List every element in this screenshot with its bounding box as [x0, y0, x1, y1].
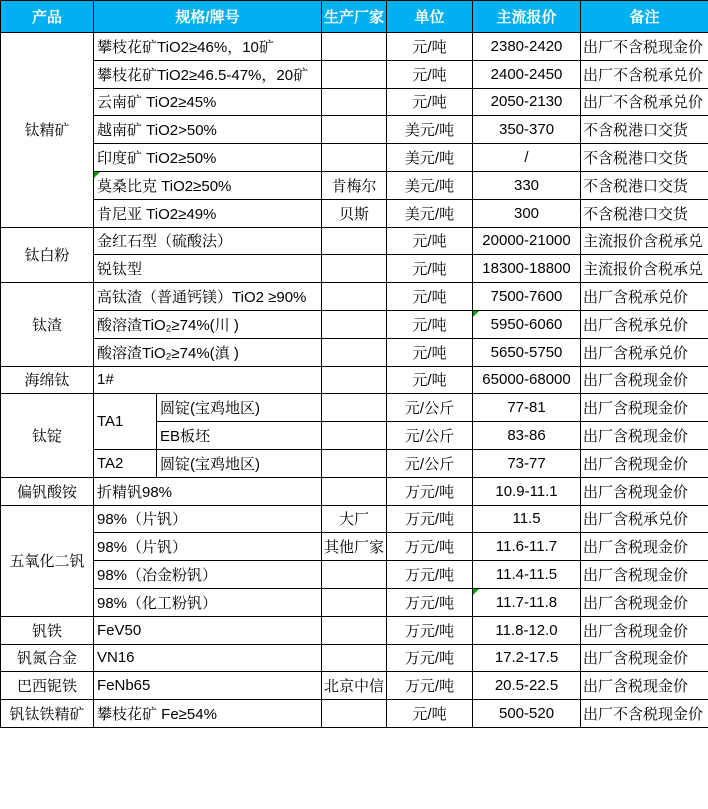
- unit-cell: [387, 366, 473, 394]
- table-row: [1, 366, 708, 394]
- product-cell-text: 钒氮合金: [16, 650, 77, 668]
- price-cell: [473, 644, 581, 672]
- price-cell-text: 350-370: [498, 121, 555, 139]
- note-cell: [581, 616, 708, 644]
- note-cell: [581, 366, 708, 394]
- table-row: [1, 88, 708, 116]
- table-row: [1, 505, 708, 533]
- note-cell: [581, 255, 708, 283]
- price-cell: [473, 672, 581, 700]
- note-cell-text: 主流报价含税承兑: [583, 261, 704, 279]
- unit-cell-text: 元/公斤: [404, 455, 455, 473]
- unit-cell: [387, 60, 473, 88]
- note-cell: [581, 88, 708, 116]
- spec-cell-text: 98%（化工粉钒）: [97, 594, 218, 612]
- spec-cell-text: 98%（片钒）: [97, 539, 188, 557]
- note-cell: [581, 310, 708, 338]
- unit-cell: [387, 171, 473, 199]
- unit-cell-text: 元/吨: [412, 233, 447, 251]
- grade-cell-text: TA2: [97, 454, 124, 472]
- table-row: [1, 33, 708, 61]
- note-cell-text: 主流报价含税承兑: [583, 233, 704, 251]
- spec-cell: [94, 477, 322, 505]
- unit-cell-text: 万元/吨: [404, 511, 455, 529]
- maker-cell: [322, 422, 387, 450]
- maker-cell: [322, 644, 387, 672]
- table-row: [1, 616, 708, 644]
- spec-cell: [157, 449, 322, 477]
- product-cell-text: 钛锭: [31, 428, 62, 446]
- unit-cell-text: 元/吨: [412, 261, 447, 279]
- price-cell-text: 300: [514, 204, 540, 222]
- spec-cell-text: FeNb65: [97, 677, 151, 695]
- note-cell-text: 出厂不含税承兑价: [583, 66, 704, 84]
- price-cell: [473, 144, 581, 172]
- note-cell-text: 出厂含税现金价: [583, 483, 689, 501]
- product-cell-text: 钛渣: [31, 316, 62, 334]
- note-cell: [581, 171, 708, 199]
- product-cell: [1, 227, 94, 283]
- unit-cell-text: 万元/吨: [404, 567, 455, 585]
- table-row: [1, 255, 708, 283]
- spec-cell-text: 金红石型（硫酸法）: [97, 233, 233, 251]
- price-cell: [473, 366, 581, 394]
- note-cell: [581, 60, 708, 88]
- product-cell-text: 海绵钛: [24, 372, 70, 390]
- price-cell: [473, 394, 581, 422]
- product-cell: [1, 33, 94, 228]
- spec-cell: [94, 505, 322, 533]
- spec-cell: [94, 255, 322, 283]
- product-cell: [1, 283, 94, 366]
- unit-cell-text: 元/公斤: [404, 400, 455, 418]
- price-cell: [473, 616, 581, 644]
- spec-cell: [94, 116, 322, 144]
- spec-cell: [94, 644, 322, 672]
- unit-cell-text: 万元/吨: [404, 650, 455, 668]
- maker-cell: [322, 449, 387, 477]
- table-row: [1, 283, 708, 311]
- unit-cell: [387, 88, 473, 116]
- table-row: [1, 171, 708, 199]
- header-cell-product: 产品: [1, 1, 94, 33]
- price-cell: [473, 255, 581, 283]
- price-cell-text: 2400-2450: [490, 65, 563, 83]
- maker-cell: [322, 116, 387, 144]
- comment-marker-icon: [473, 589, 479, 595]
- price-cell-text: 10.9-11.1: [495, 482, 558, 500]
- price-cell: [473, 477, 581, 505]
- maker-cell: [322, 144, 387, 172]
- price-cell-text: 20000-21000: [482, 232, 571, 250]
- table-row: [1, 116, 708, 144]
- product-cell-text: 偏钒酸铵: [16, 483, 77, 501]
- spec-cell-text: 莫桑比克 TiO2≥50%: [97, 177, 232, 195]
- spec-cell: [94, 561, 322, 589]
- note-cell: [581, 533, 708, 561]
- price-cell: [473, 310, 581, 338]
- unit-cell-text: 万元/吨: [404, 678, 455, 696]
- spec-cell-text: 高钛渣（普通钙镁）TiO2 ≥90%: [97, 289, 307, 307]
- unit-cell-text: 万元/吨: [404, 622, 455, 640]
- product-cell: [1, 700, 94, 728]
- spec-cell: [94, 338, 322, 366]
- note-cell-text: 出厂含税承兑价: [583, 289, 689, 307]
- unit-cell: [387, 616, 473, 644]
- note-cell: [581, 283, 708, 311]
- note-cell: [581, 338, 708, 366]
- unit-cell: [387, 449, 473, 477]
- spec-cell: [94, 88, 322, 116]
- unit-cell: [387, 310, 473, 338]
- maker-cell: [322, 171, 387, 199]
- table-row: [1, 338, 708, 366]
- note-cell-text: 不含税港口交货: [583, 177, 689, 195]
- note-cell: [581, 33, 708, 61]
- note-cell-text: 出厂含税现金价: [583, 650, 689, 668]
- unit-cell: [387, 283, 473, 311]
- price-cell-text: 7500-7600: [490, 288, 563, 306]
- spec-cell-text: 98%（冶金粉钒）: [97, 567, 218, 585]
- price-cell: [473, 449, 581, 477]
- price-cell-text: 65000-68000: [482, 371, 571, 389]
- table-row: [1, 700, 708, 728]
- table-row: [1, 449, 708, 477]
- maker-cell-text: 肯梅尔: [331, 177, 377, 195]
- header-cell-note: 备注: [581, 1, 708, 33]
- price-cell: [473, 227, 581, 255]
- spec-cell: [94, 310, 322, 338]
- price-cell-text: 20.5-22.5: [494, 677, 559, 695]
- price-cell: [473, 505, 581, 533]
- spec-cell: [94, 366, 322, 394]
- unit-cell: [387, 116, 473, 144]
- spec-cell-text: VN16: [97, 649, 135, 667]
- table-body: [1, 33, 708, 728]
- maker-cell: [322, 88, 387, 116]
- spec-cell: [94, 144, 322, 172]
- maker-cell: [322, 505, 387, 533]
- spec-cell: [94, 588, 322, 616]
- maker-cell: [322, 199, 387, 227]
- table-row: [1, 477, 708, 505]
- price-cell-text: 83-86: [507, 427, 546, 445]
- price-cell-text: 330: [514, 176, 540, 194]
- price-cell: [473, 422, 581, 450]
- note-cell-text: 出厂含税现金价: [583, 594, 689, 612]
- unit-cell-text: 元/吨: [412, 706, 447, 724]
- product-cell-text: 钒钛铁精矿: [9, 706, 85, 724]
- unit-cell: [387, 255, 473, 283]
- maker-cell: [322, 672, 387, 700]
- note-cell: [581, 644, 708, 672]
- header-cell-spec: 规格/牌号: [94, 1, 322, 33]
- unit-cell-text: 美元/吨: [404, 177, 455, 195]
- product-cell: [1, 644, 94, 672]
- unit-cell: [387, 144, 473, 172]
- price-cell-text: 11.8-12.0: [495, 621, 558, 639]
- note-cell: [581, 588, 708, 616]
- maker-cell: [322, 338, 387, 366]
- spec-cell: [94, 60, 322, 88]
- spec-cell: [94, 171, 322, 199]
- maker-cell: [322, 283, 387, 311]
- price-cell-text: 11.4-11.5: [495, 566, 558, 584]
- table-row: [1, 310, 708, 338]
- product-cell: [1, 672, 94, 700]
- unit-cell: [387, 533, 473, 561]
- maker-cell: [322, 394, 387, 422]
- unit-cell-text: 万元/吨: [404, 483, 455, 501]
- product-cell: [1, 505, 94, 616]
- header-cell-unit: 单位: [387, 1, 473, 33]
- product-cell: [1, 477, 94, 505]
- table-row: [1, 144, 708, 172]
- maker-cell: [322, 60, 387, 88]
- unit-cell-text: 元/吨: [412, 66, 447, 84]
- unit-cell: [387, 672, 473, 700]
- product-cell-text: 巴西铌铁: [16, 678, 77, 696]
- note-cell-text: 出厂含税现金价: [583, 678, 689, 696]
- grade-cell-text: TA1: [97, 413, 124, 431]
- spec-cell: [94, 616, 322, 644]
- maker-cell-text: 北京中信: [324, 678, 385, 696]
- unit-cell: [387, 477, 473, 505]
- unit-cell: [387, 505, 473, 533]
- note-cell-text: 出厂含税现金价: [583, 567, 689, 585]
- spec-cell: [94, 700, 322, 728]
- spec-cell-text: 酸溶渣TiO₂≥74%(川 ): [97, 316, 239, 334]
- unit-cell-text: 元/公斤: [404, 428, 455, 446]
- table-row: [1, 672, 708, 700]
- price-cell: [473, 33, 581, 61]
- table-row: [1, 561, 708, 589]
- unit-cell-text: 万元/吨: [404, 594, 455, 612]
- note-cell: [581, 199, 708, 227]
- price-cell: [473, 533, 581, 561]
- note-cell: [581, 422, 708, 450]
- unit-cell-text: 元/吨: [412, 316, 447, 334]
- spec-cell: [94, 283, 322, 311]
- product-cell-text: 五氧化二钒: [9, 553, 85, 571]
- table-row: [1, 533, 708, 561]
- spec-cell: [94, 672, 322, 700]
- price-cell-text: 17.2-17.5: [494, 649, 559, 667]
- note-cell-text: 出厂含税现金价: [583, 428, 689, 446]
- grade-cell: [94, 449, 157, 477]
- price-cell-text: 11.5: [512, 510, 541, 528]
- spec-cell-text: 攀枝花矿 Fe≥54%: [97, 706, 217, 724]
- price-cell-text: /: [524, 149, 529, 167]
- price-cell-text: 18300-18800: [482, 260, 571, 278]
- unit-cell: [387, 422, 473, 450]
- grade-cell: [94, 394, 157, 450]
- price-cell-text: 2050-2130: [490, 93, 563, 111]
- note-cell-text: 出厂含税现金价: [583, 400, 689, 418]
- price-cell: [473, 171, 581, 199]
- note-cell: [581, 144, 708, 172]
- price-cell-text: 73-77: [507, 454, 546, 472]
- maker-cell-text: 贝斯: [339, 205, 370, 223]
- header-row: [1, 1, 708, 33]
- price-cell: [473, 88, 581, 116]
- table-row: [1, 199, 708, 227]
- spec-cell-text: 酸溶渣TiO₂≥74%(滇 ): [97, 344, 239, 362]
- price-cell: [473, 116, 581, 144]
- spec-cell-text: 锐钛型: [97, 261, 143, 279]
- price-cell-text: 5650-5750: [490, 343, 563, 361]
- note-cell-text: 不含税港口交货: [583, 205, 689, 223]
- unit-cell: [387, 588, 473, 616]
- note-cell-text: 出厂不含税现金价: [583, 706, 704, 724]
- unit-cell: [387, 33, 473, 61]
- note-cell: [581, 672, 708, 700]
- unit-cell: [387, 199, 473, 227]
- maker-cell: [322, 700, 387, 728]
- comment-marker-icon: [473, 311, 479, 317]
- spec-cell-text: 越南矿 TiO2>50%: [97, 122, 217, 140]
- unit-cell-text: 美元/吨: [404, 150, 455, 168]
- unit-cell-text: 美元/吨: [404, 122, 455, 140]
- note-cell-text: 出厂含税承兑价: [583, 316, 689, 334]
- price-cell-text: 500-520: [498, 705, 555, 723]
- maker-cell: [322, 616, 387, 644]
- maker-cell: [322, 588, 387, 616]
- spec-cell-text: FeV50: [97, 621, 142, 639]
- note-cell: [581, 394, 708, 422]
- maker-cell: [322, 477, 387, 505]
- maker-cell: [322, 227, 387, 255]
- product-cell-text: 钒铁: [31, 622, 62, 640]
- header-cell-price: 主流报价: [473, 1, 581, 33]
- price-cell: [473, 561, 581, 589]
- note-cell: [581, 561, 708, 589]
- maker-cell: [322, 561, 387, 589]
- unit-cell: [387, 561, 473, 589]
- note-cell: [581, 116, 708, 144]
- note-cell-text: 出厂不含税承兑价: [583, 94, 704, 112]
- product-cell-text: 钛精矿: [24, 122, 70, 140]
- note-cell-text: 出厂含税承兑价: [583, 511, 689, 529]
- spec-cell-text: 攀枝花矿TiO2≥46.5-47%，20矿: [97, 66, 309, 84]
- product-cell: [1, 616, 94, 644]
- note-cell: [581, 505, 708, 533]
- note-cell-text: 不含税港口交货: [583, 122, 689, 140]
- unit-cell-text: 元/吨: [412, 38, 447, 56]
- maker-cell: [322, 533, 387, 561]
- maker-cell: [322, 33, 387, 61]
- price-cell: [473, 60, 581, 88]
- note-cell-text: 出厂含税现金价: [583, 622, 689, 640]
- price-cell: [473, 338, 581, 366]
- price-cell-text: 11.7-11.8: [495, 593, 558, 611]
- spec-cell-text: 云南矿 TiO2≥45%: [97, 94, 217, 112]
- spec-cell-text: 攀枝花矿TiO2≥46%，10矿: [97, 38, 274, 56]
- unit-cell-text: 元/吨: [412, 372, 447, 390]
- note-cell-text: 出厂含税承兑价: [583, 344, 689, 362]
- spec-cell: [94, 533, 322, 561]
- unit-cell-text: 元/吨: [412, 94, 447, 112]
- spec-cell-text: 圆锭(宝鸡地区): [160, 455, 260, 473]
- note-cell-text: 出厂含税现金价: [583, 455, 689, 473]
- price-cell: [473, 283, 581, 311]
- price-cell-text: 77-81: [507, 399, 546, 417]
- unit-cell-text: 美元/吨: [404, 205, 455, 223]
- price-cell-text: 2380-2420: [490, 37, 563, 55]
- table-row: [1, 227, 708, 255]
- note-cell: [581, 227, 708, 255]
- spec-cell: [94, 227, 322, 255]
- price-cell: [473, 700, 581, 728]
- note-cell-text: 出厂含税现金价: [583, 372, 689, 390]
- table-row: [1, 644, 708, 672]
- spec-cell-text: 圆锭(宝鸡地区): [160, 400, 260, 418]
- header-cell-maker: 生产厂家: [322, 1, 387, 33]
- unit-cell: [387, 227, 473, 255]
- maker-cell: [322, 310, 387, 338]
- unit-cell: [387, 338, 473, 366]
- unit-cell: [387, 394, 473, 422]
- spec-cell-text: 1#: [97, 371, 114, 389]
- note-cell-text: 不含税港口交货: [583, 150, 689, 168]
- spec-cell-text: EB板坯: [160, 428, 211, 446]
- price-cell-text: 11.6-11.7: [495, 538, 558, 556]
- comment-marker-icon: [94, 172, 100, 178]
- maker-cell-text: 其他厂家: [324, 539, 385, 557]
- note-cell-text: 出厂含税现金价: [583, 539, 689, 557]
- unit-cell: [387, 700, 473, 728]
- spec-cell: [94, 33, 322, 61]
- product-cell: [1, 394, 94, 477]
- price-cell-text: 5950-6060: [490, 315, 563, 333]
- spec-cell-text: 肯尼亚 TiO2≥49%: [97, 205, 217, 223]
- price-cell: [473, 588, 581, 616]
- price-cell: [473, 199, 581, 227]
- maker-cell: [322, 366, 387, 394]
- unit-cell-text: 元/吨: [412, 289, 447, 307]
- note-cell: [581, 700, 708, 728]
- spec-cell-text: 98%（片钒）: [97, 511, 188, 529]
- spec-cell: [94, 199, 322, 227]
- note-cell-text: 出厂不含税现金价: [583, 38, 704, 56]
- spec-cell-text: 印度矿 TiO2≥50%: [97, 150, 217, 168]
- product-cell: [1, 366, 94, 394]
- table-row: [1, 60, 708, 88]
- unit-cell-text: 元/吨: [412, 344, 447, 362]
- table-row: [1, 588, 708, 616]
- spec-cell-text: 折精钒98%: [97, 483, 173, 501]
- product-cell-text: 钛白粉: [24, 247, 70, 265]
- unit-cell: [387, 644, 473, 672]
- unit-cell-text: 万元/吨: [404, 539, 455, 557]
- table-row: [1, 394, 708, 422]
- spec-cell: [157, 422, 322, 450]
- note-cell: [581, 449, 708, 477]
- note-cell: [581, 477, 708, 505]
- maker-cell-text: 大厂: [339, 511, 370, 529]
- maker-cell: [322, 255, 387, 283]
- spec-cell: [157, 394, 322, 422]
